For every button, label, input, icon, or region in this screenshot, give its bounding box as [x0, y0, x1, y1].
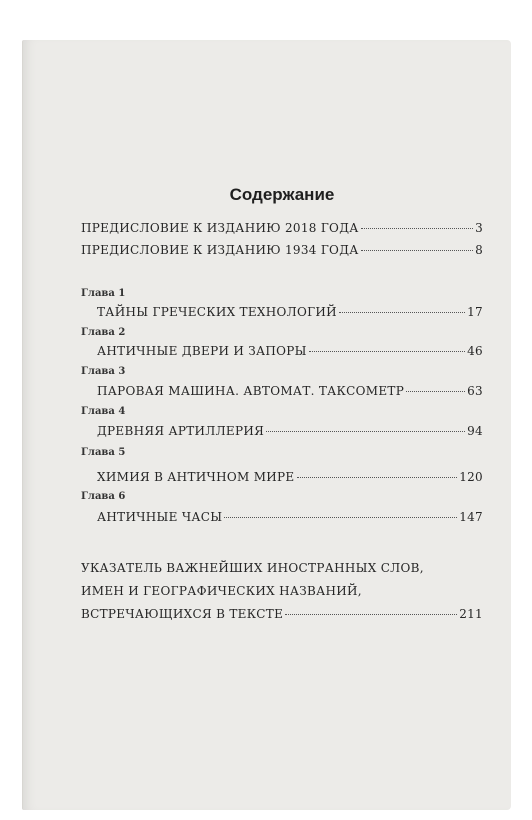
- entry-page: 17: [467, 305, 483, 319]
- entry-title: АНТИЧНЫЕ ДВЕРИ И ЗАПОРЫ: [97, 344, 307, 358]
- dot-leader: [224, 517, 457, 518]
- dot-leader: [361, 228, 473, 229]
- toc-title: Содержание: [229, 185, 335, 204]
- toc-entry-chapter-3: [97, 384, 483, 398]
- index-title-line-3: ВСТРЕЧАЮЩИХСЯ В ТЕКСТЕ: [81, 607, 284, 621]
- index-title-line-2: ИМЕН И ГЕОГРАФИЧЕСКИХ НАЗВАНИЙ,: [81, 584, 362, 598]
- book-page: [22, 40, 511, 810]
- chapter-label: Глава 2: [81, 327, 126, 338]
- entry-page: 63: [467, 384, 483, 398]
- dot-leader: [309, 351, 465, 352]
- entry-page: 46: [467, 344, 483, 358]
- toc-entry-chapter-4: [97, 424, 483, 438]
- entry-title: АНТИЧНЫЕ ЧАСЫ: [97, 510, 223, 524]
- entry-title: ХИМИЯ В АНТИЧНОМ МИРЕ: [97, 470, 295, 484]
- entry-page: 211: [459, 607, 483, 621]
- index-title-line-1: УКАЗАТЕЛЬ ВАЖНЕЙШИХ ИНОСТРАННЫХ СЛОВ,: [81, 561, 424, 575]
- chapter-label: Глава 4: [81, 406, 126, 417]
- chapter-label: Глава 5: [81, 447, 126, 458]
- entry-page: 8: [475, 243, 483, 257]
- dot-leader: [339, 312, 465, 313]
- index-last-line: [81, 603, 483, 626]
- entry-page: 147: [459, 510, 483, 524]
- dot-leader: [266, 431, 465, 432]
- chapter-label: Глава 6: [81, 491, 126, 502]
- dot-leader: [297, 477, 458, 478]
- chapter-label: Глава 1: [81, 288, 126, 299]
- toc-entry-chapter-2: [97, 344, 483, 358]
- entry-title: ТАЙНЫ ГРЕЧЕСКИХ ТЕХНОЛОГИЙ: [97, 305, 337, 319]
- toc-entry-index: [81, 557, 483, 626]
- entry-page: 120: [459, 470, 483, 484]
- entry-title: ПРЕДИСЛОВИЕ К ИЗДАНИЮ 2018 ГОДА: [81, 221, 359, 235]
- toc-entry-chapter-6: [97, 510, 483, 524]
- toc-entry-chapter-5: [97, 470, 483, 484]
- entry-page: 94: [467, 424, 483, 438]
- dot-leader: [285, 614, 457, 615]
- toc-entry-preface-2018: [81, 221, 483, 235]
- entry-page: 3: [475, 221, 483, 235]
- entry-title: ДРЕВНЯЯ АРТИЛЛЕРИЯ: [97, 424, 265, 438]
- chapter-label: Глава 3: [81, 366, 126, 377]
- dot-leader: [361, 250, 473, 251]
- entry-title: ПАРОВАЯ МАШИНА. АВТОМАТ. ТАКСОМЕТР: [97, 384, 405, 398]
- dot-leader: [406, 391, 465, 392]
- toc-entry-chapter-1: [97, 305, 483, 319]
- entry-title: ПРЕДИСЛОВИЕ К ИЗДАНИЮ 1934 ГОДА: [81, 243, 359, 257]
- toc-entry-preface-1934: [81, 243, 483, 257]
